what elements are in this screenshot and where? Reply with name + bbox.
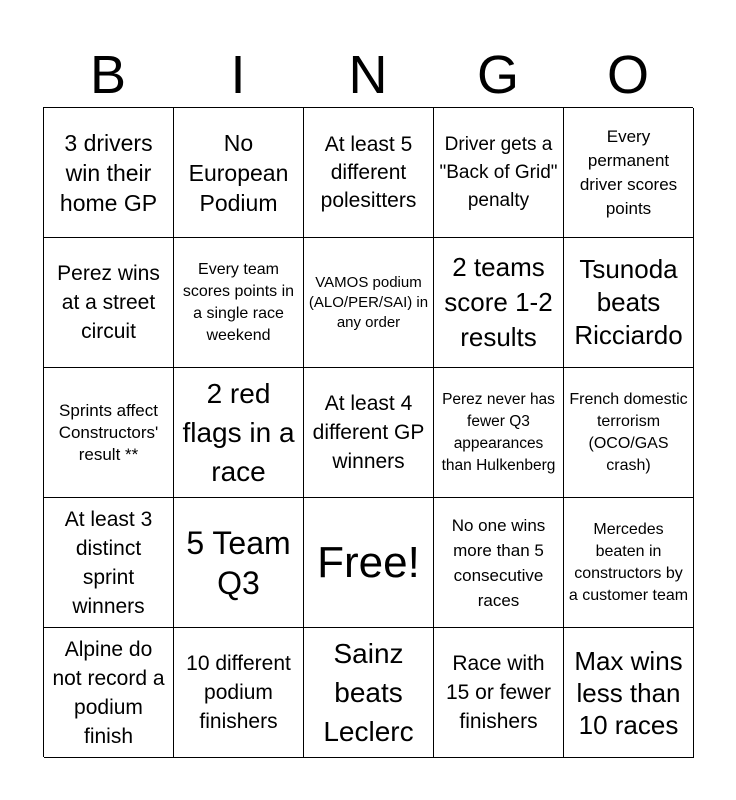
cell-text: Alpine do not record a podium finish	[52, 637, 165, 748]
bingo-cell[interactable]	[174, 108, 304, 238]
bingo-header	[43, 44, 693, 106]
bingo-cell[interactable]	[174, 368, 304, 498]
bingo-cell[interactable]	[44, 498, 174, 628]
cell-text: Race with 15 or fewer finishers	[445, 652, 552, 733]
bingo-cell[interactable]	[564, 628, 694, 758]
free-space-label: Free!	[317, 537, 420, 587]
cell-text: Every team scores points in a single race weekend	[182, 260, 295, 344]
bingo-cell[interactable]	[44, 108, 174, 238]
bingo-cell[interactable]	[304, 628, 434, 758]
bingo-cell[interactable]	[564, 108, 694, 238]
header-letter-b: B	[89, 45, 127, 105]
cell-text: Sprints affect Constructors' result **	[58, 400, 159, 464]
bingo-cell[interactable]	[304, 108, 434, 238]
cell-text: At least 3 distinct sprint winners	[64, 507, 153, 618]
bingo-cell[interactable]	[174, 498, 304, 628]
header-letter-g: G	[476, 45, 519, 105]
cell-text: Perez never has fewer Q3 appearances than Hulkenberg	[441, 390, 556, 474]
cell-text: No European Podium	[188, 129, 289, 216]
bingo-grid	[43, 107, 693, 757]
cell-text: Max wins less than 10 races	[574, 645, 683, 740]
cell-text: VAMOS podium (ALO/PER/SAI) in any order	[308, 273, 429, 331]
bingo-cell[interactable]	[564, 498, 694, 628]
free-space[interactable]	[304, 498, 434, 628]
cell-text: No one wins more than 5 consecutive races	[451, 515, 546, 610]
header-letter-n: N	[348, 45, 388, 105]
header-letter-i: I	[230, 45, 246, 105]
cell-text: 2 teams score 1-2 results	[444, 252, 553, 352]
cell-text: At least 5 different polesitters	[320, 132, 417, 212]
bingo-cell[interactable]	[174, 628, 304, 758]
cell-text: At least 4 different GP winners	[312, 392, 425, 473]
bingo-cell[interactable]	[304, 368, 434, 498]
cell-text: Every permanent driver scores points	[579, 126, 678, 218]
bingo-cell[interactable]	[434, 498, 564, 628]
bingo-cell[interactable]	[304, 238, 434, 368]
cell-text: Perez wins at a street circuit	[57, 262, 160, 343]
cell-text: Mercedes beaten in constructors by a customer team	[568, 520, 689, 604]
cell-text: Sainz beats Leclerc	[323, 638, 414, 747]
bingo-cell[interactable]	[564, 238, 694, 368]
bingo-cell[interactable]	[434, 628, 564, 758]
cell-text: 10 different podium finishers	[186, 652, 291, 733]
cell-text: 3 drivers win their home GP	[59, 129, 158, 216]
cell-text: French domestic terrorism (OCO/GAS crash)	[569, 390, 688, 474]
bingo-cell[interactable]	[44, 238, 174, 368]
bingo-cell[interactable]	[44, 628, 174, 758]
bingo-cell[interactable]	[174, 238, 304, 368]
cell-text: 2 red flags in a race	[182, 378, 295, 487]
header-letter-o: O	[606, 45, 649, 105]
bingo-cell[interactable]	[434, 108, 564, 238]
bingo-cell[interactable]	[434, 238, 564, 368]
cell-text: Driver gets a "Back of Grid" penalty	[439, 133, 558, 211]
bingo-cell[interactable]	[434, 368, 564, 498]
cell-text: 5 Team Q3	[186, 524, 291, 601]
cell-text: Tsunoda beats Ricciardo	[574, 254, 683, 350]
bingo-cell[interactable]	[44, 368, 174, 498]
bingo-cell[interactable]	[564, 368, 694, 498]
